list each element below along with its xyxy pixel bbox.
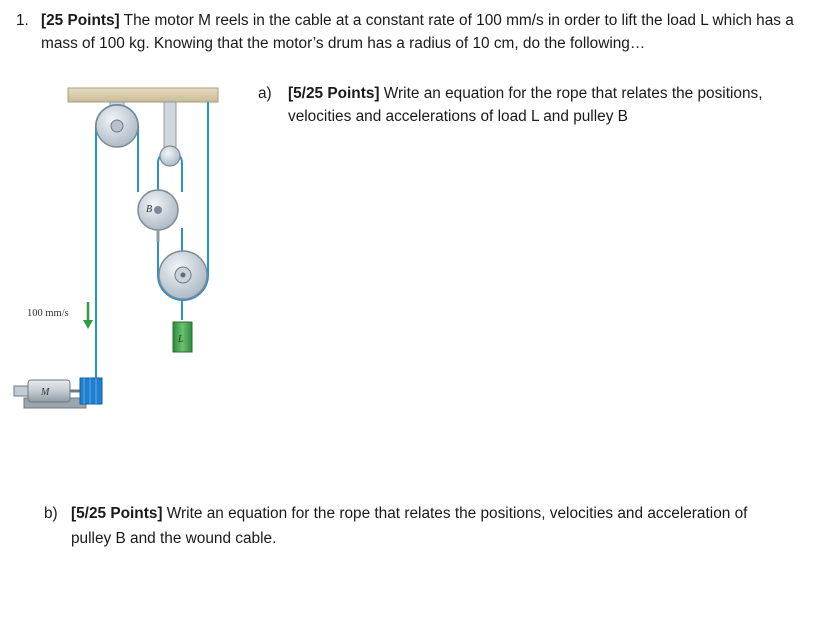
question-body: The motor M reels in the cable at a constant rate of 100 mm/s in order to lift the load L which has a mass of 100 kg. Knowing that the motor’s drum has a radius of 10 cm, do the following… [41, 12, 794, 52]
motor-label: M [41, 387, 50, 398]
question-text [41, 9, 806, 55]
part-b-body: Write an equation for the rope that relates the positions, velocities and acceleration of pulley B and the wound cable. [71, 505, 748, 547]
down-arrow-icon [83, 302, 93, 329]
part-a-body: Write an equation for the rope that relates the positions, velocities and accelerations of load L and pulley B [288, 85, 763, 125]
question-points: [25 Points] [41, 12, 120, 29]
part-b-label: b) [44, 505, 58, 522]
question-number: 1. [16, 12, 29, 29]
part-b-text [71, 501, 761, 551]
load-label: L [178, 334, 184, 345]
pulley-b-label: B [146, 204, 153, 215]
part-a-points: [5/25 Points] [288, 85, 380, 102]
ceiling-beam [68, 88, 218, 102]
speed-label: 100 mm/s [27, 308, 69, 319]
pulley-system-figure [0, 80, 240, 420]
middle-fixed-pulley [160, 146, 180, 166]
part-b-points: [5/25 Points] [71, 505, 163, 522]
part-a-label: a) [258, 85, 272, 102]
part-a-text [288, 82, 778, 128]
motor-drum [80, 378, 102, 404]
